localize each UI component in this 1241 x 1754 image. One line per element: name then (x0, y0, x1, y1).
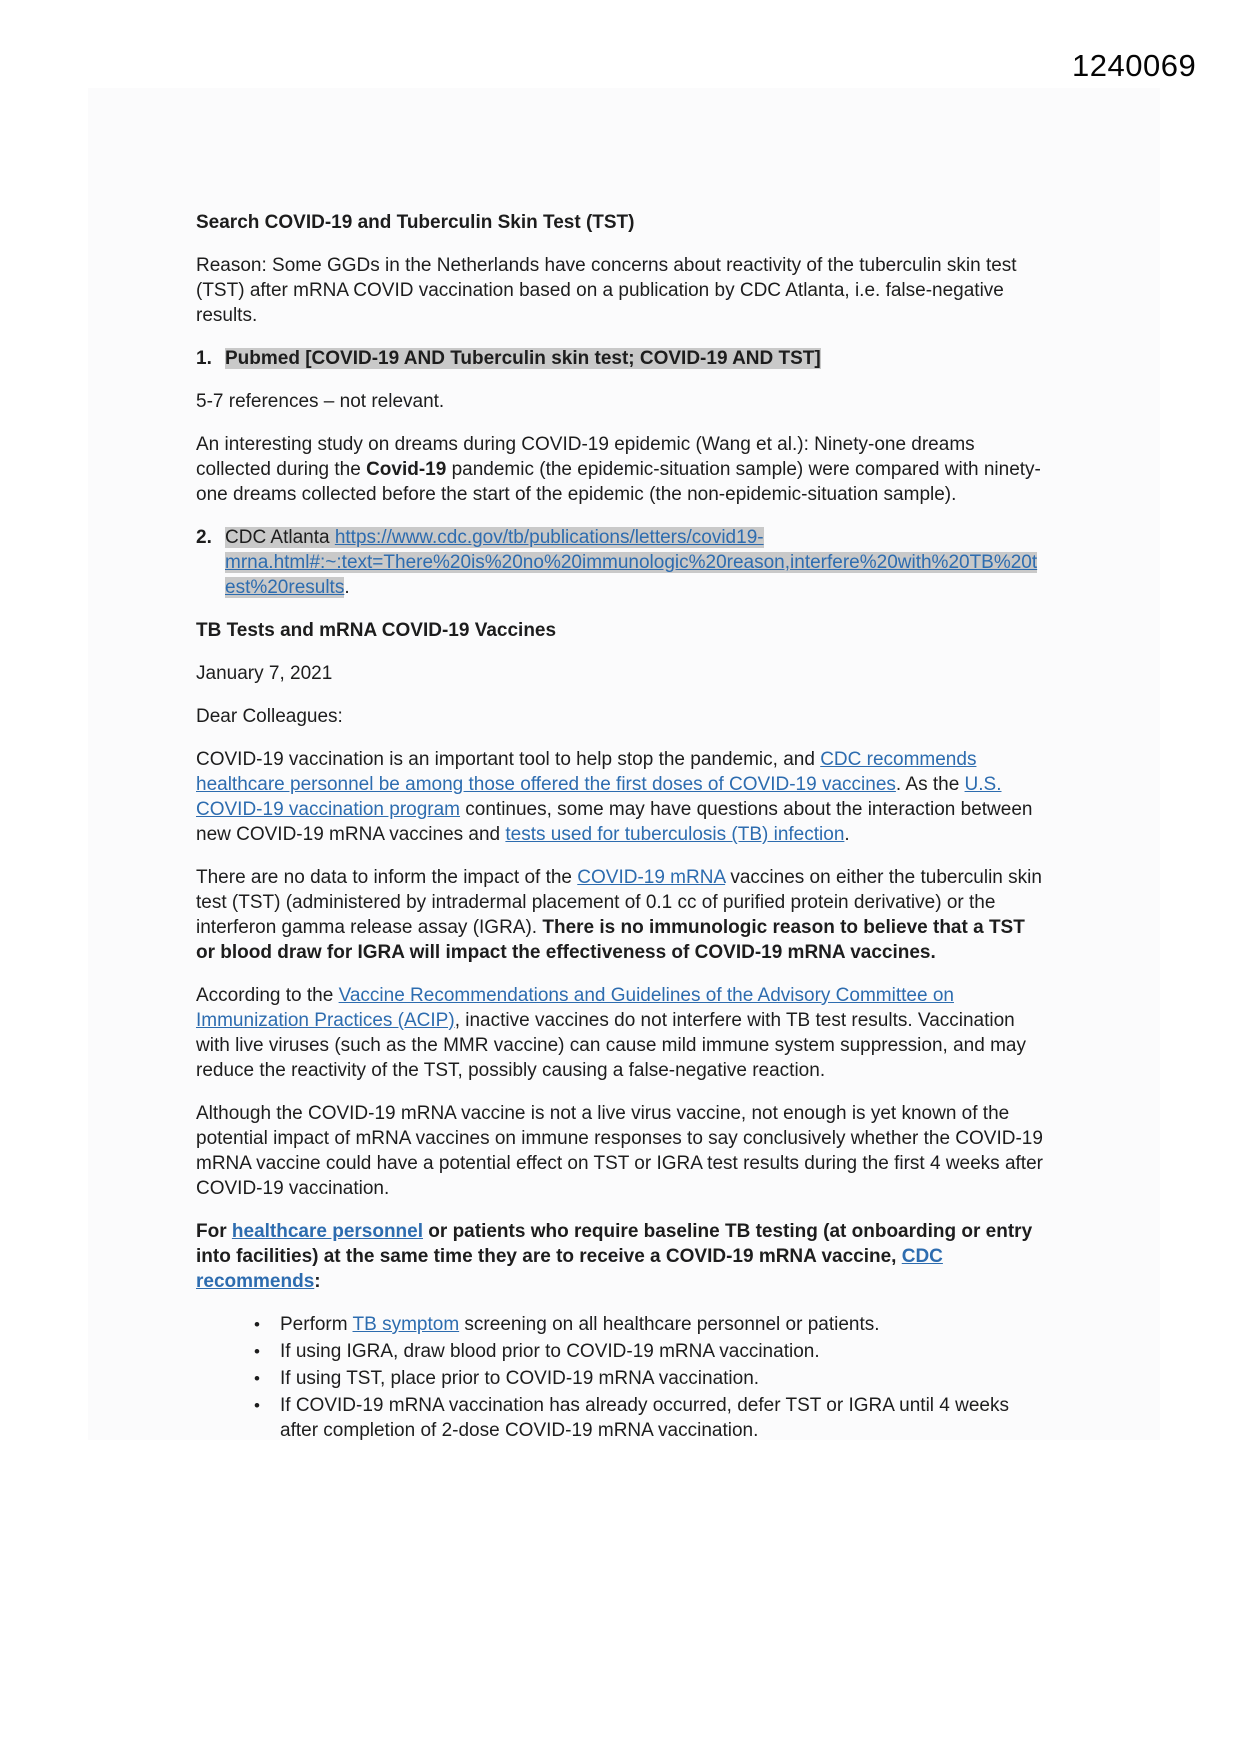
text-run: Covid-19 (366, 459, 447, 480)
text-run: If using IGRA, draw blood prior to COVID-19 mRNA vaccination. (280, 1341, 820, 1362)
list-number: 2. (196, 527, 212, 548)
hyperlink[interactable]: https://www.cdc.gov/tb/publications/letters/covid19- (334, 527, 764, 548)
text-run: There is no immunologic reason to believe that a TST or blood draw for IGRA will impact the effectiveness of COVID-19 mRNA vaccines. (196, 917, 1025, 963)
hyperlink[interactable]: CDC recommends healthcare personnel be among those offered the first doses of COVID-19 vaccines (196, 749, 977, 795)
text-run: pandemic (the epidemic-situation sample) were compared with ninety-one dreams collected before the start of the epidemic (the non-epidemic-situation sample). (196, 459, 1041, 505)
paragraph (196, 983, 1046, 1083)
text-run: , inactive vaccines do not interfere with TB test results. Vaccination with live viruses (such as the MMR vaccine) can cause mild immune system suppression, and may reduce the reactivity of the TST, possibly causing a false-negative reaction. (196, 1010, 1026, 1081)
numbered-item (196, 525, 1046, 600)
hyperlink[interactable]: CDC recommends (196, 1246, 943, 1292)
hyperlink[interactable]: TB symptom (352, 1314, 460, 1335)
paragraph (196, 1101, 1046, 1201)
paragraph (196, 1219, 1046, 1294)
paragraph (196, 253, 1046, 328)
bullet-item (196, 1393, 1046, 1443)
text-run: TB Tests and mRNA COVID-19 Vaccines (196, 620, 557, 641)
text-run: Search COVID-19 and Tuberculin Skin Test (TST) (196, 212, 635, 233)
paragraph (196, 661, 1046, 686)
paragraph (196, 432, 1046, 507)
text-run: . (844, 824, 850, 845)
text-run: vaccines on either the tuberculin skin test (TST) (administered by intradermal placement of 0.1 cc of purified protein derivative) or the interferon gamma release assay (IGRA). (196, 867, 1042, 938)
text-run: According to the (196, 985, 339, 1006)
text-run: Pubmed [COVID-19 AND Tuberculin skin test; COVID-19 AND TST] (225, 348, 821, 369)
text-run: If COVID-19 mRNA vaccination has already occurred, defer TST or IGRA until 4 weeks after completion of 2-dose COVID-19 mRNA vaccination. (280, 1395, 1009, 1441)
text-run: Reason: Some GGDs in the Netherlands have concerns about reactivity of the tuberculin skin test (TST) after mRNA COVID vaccination based on a publication by CDC Atlanta, i.e. false-negative results. (196, 255, 1017, 326)
hyperlink[interactable]: U.S. COVID-19 vaccination program (196, 774, 1002, 820)
text-run: . (344, 577, 350, 598)
text-run: CDC Atlanta (225, 527, 335, 548)
text-run: An interesting study on dreams during COVID-19 epidemic (Wang et al.): Ninety-one dreams collected during the (196, 434, 975, 480)
hyperlink[interactable]: tests used for tuberculosis (TB) infection (505, 824, 845, 845)
text-run: There are no data to inform the impact of the (196, 867, 578, 888)
bullet-icon: • (254, 1369, 260, 1388)
text-run: Dear Colleagues: (196, 706, 343, 727)
bullet-icon: • (254, 1315, 260, 1334)
text-run: If using TST, place prior to COVID-19 mRNA vaccination. (280, 1368, 760, 1389)
list-number: 1. (196, 348, 212, 369)
text-run: . As the (895, 774, 965, 795)
text-run: continues, some may have questions about the interaction between new COVID-19 mRNA vaccines and (196, 799, 1033, 845)
paragraph (196, 865, 1046, 965)
section-heading (196, 210, 1046, 235)
paragraph (196, 747, 1046, 847)
text-run: Although the COVID-19 mRNA vaccine is not a live virus vaccine, not enough is yet known of the potential impact of mRNA vaccines on immune responses to say conclusively whether the COVID-19 mRNA vaccine could have a potential effect on TST or IGRA test results during the first 4 weeks after COVID-19 vaccination. (196, 1103, 1043, 1199)
text-run: or patients who require baseline TB testing (at onboarding or entry into facilities) at the same time they are to receive a COVID-19 mRNA vaccine, (196, 1221, 1033, 1267)
bullet-icon: • (254, 1396, 260, 1415)
paragraph (196, 389, 1046, 414)
numbered-item (196, 346, 1046, 371)
text-run: screening on all healthcare personnel or patients. (459, 1314, 880, 1335)
bullet-icon: • (254, 1342, 260, 1361)
bullet-item (196, 1312, 1046, 1337)
bullet-item (196, 1366, 1046, 1391)
hyperlink[interactable]: COVID-19 mRNA (577, 867, 726, 888)
bullet-item (196, 1339, 1046, 1364)
text-run: January 7, 2021 (196, 663, 333, 684)
paragraph (196, 704, 1046, 729)
document-content (196, 210, 1046, 1445)
text-run: COVID-19 vaccination is an important tool to help stop the pandemic, and (196, 749, 821, 770)
hyperlink[interactable]: Vaccine Recommendations and Guidelines of the Advisory Committee on Immunization Practices (ACIP) (196, 985, 954, 1031)
hyperlink[interactable]: est%20results (225, 577, 345, 598)
text-run: : (314, 1271, 321, 1292)
text-run: Perform (280, 1314, 353, 1335)
bates-page-number: 1240069 (1072, 48, 1197, 83)
hyperlink[interactable]: mrna.html#:~:text=There%20is%20no%20immunologic%20reason,interfere%20with%20TB%20t (225, 552, 1038, 573)
text-run: For (196, 1221, 232, 1242)
text-run: 5-7 references – not relevant. (196, 391, 445, 412)
hyperlink[interactable]: healthcare personnel (231, 1221, 424, 1242)
section-heading (196, 618, 1046, 643)
